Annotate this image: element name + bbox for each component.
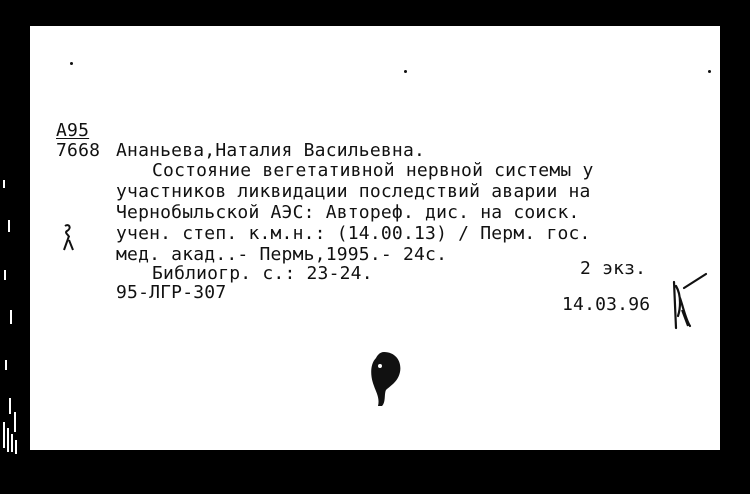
- ink-blot: [368, 350, 404, 408]
- call-number-line-1: А95: [56, 120, 90, 141]
- author-heading: Ананьева,Наталия Васильевна.: [116, 140, 426, 161]
- inventory-number: 95-ЛГР-307: [116, 282, 227, 303]
- scan-edge-noise: [0, 160, 22, 460]
- bibliography-note: Библиогр. с.: 23-24.: [152, 263, 373, 284]
- title-line-3: Чернобыльской АЭС: Автореф. дис. на соиск.: [116, 202, 580, 223]
- call-number-line-2: 7668: [56, 140, 101, 161]
- title-line-2: участников ликвидации последствий аварии на: [116, 181, 591, 202]
- ink-speck: [404, 70, 407, 73]
- stamp-date: 14.03.96: [562, 294, 651, 315]
- handwritten-mark: [60, 222, 76, 252]
- title-line-5: мед. акад..- Пермь,1995.- 24с.: [116, 244, 448, 265]
- title-line-1: Состояние вегетативной нервной системы у: [152, 160, 594, 181]
- ink-speck: [70, 62, 73, 65]
- handwritten-signature: [666, 270, 708, 332]
- title-line-4: учен. степ. к.м.н.: (14.00.13) / Перм. гос.: [116, 223, 591, 244]
- ink-speck: [708, 70, 711, 73]
- catalog-card: [30, 26, 720, 450]
- copies-count: 2 экз.: [580, 258, 647, 279]
